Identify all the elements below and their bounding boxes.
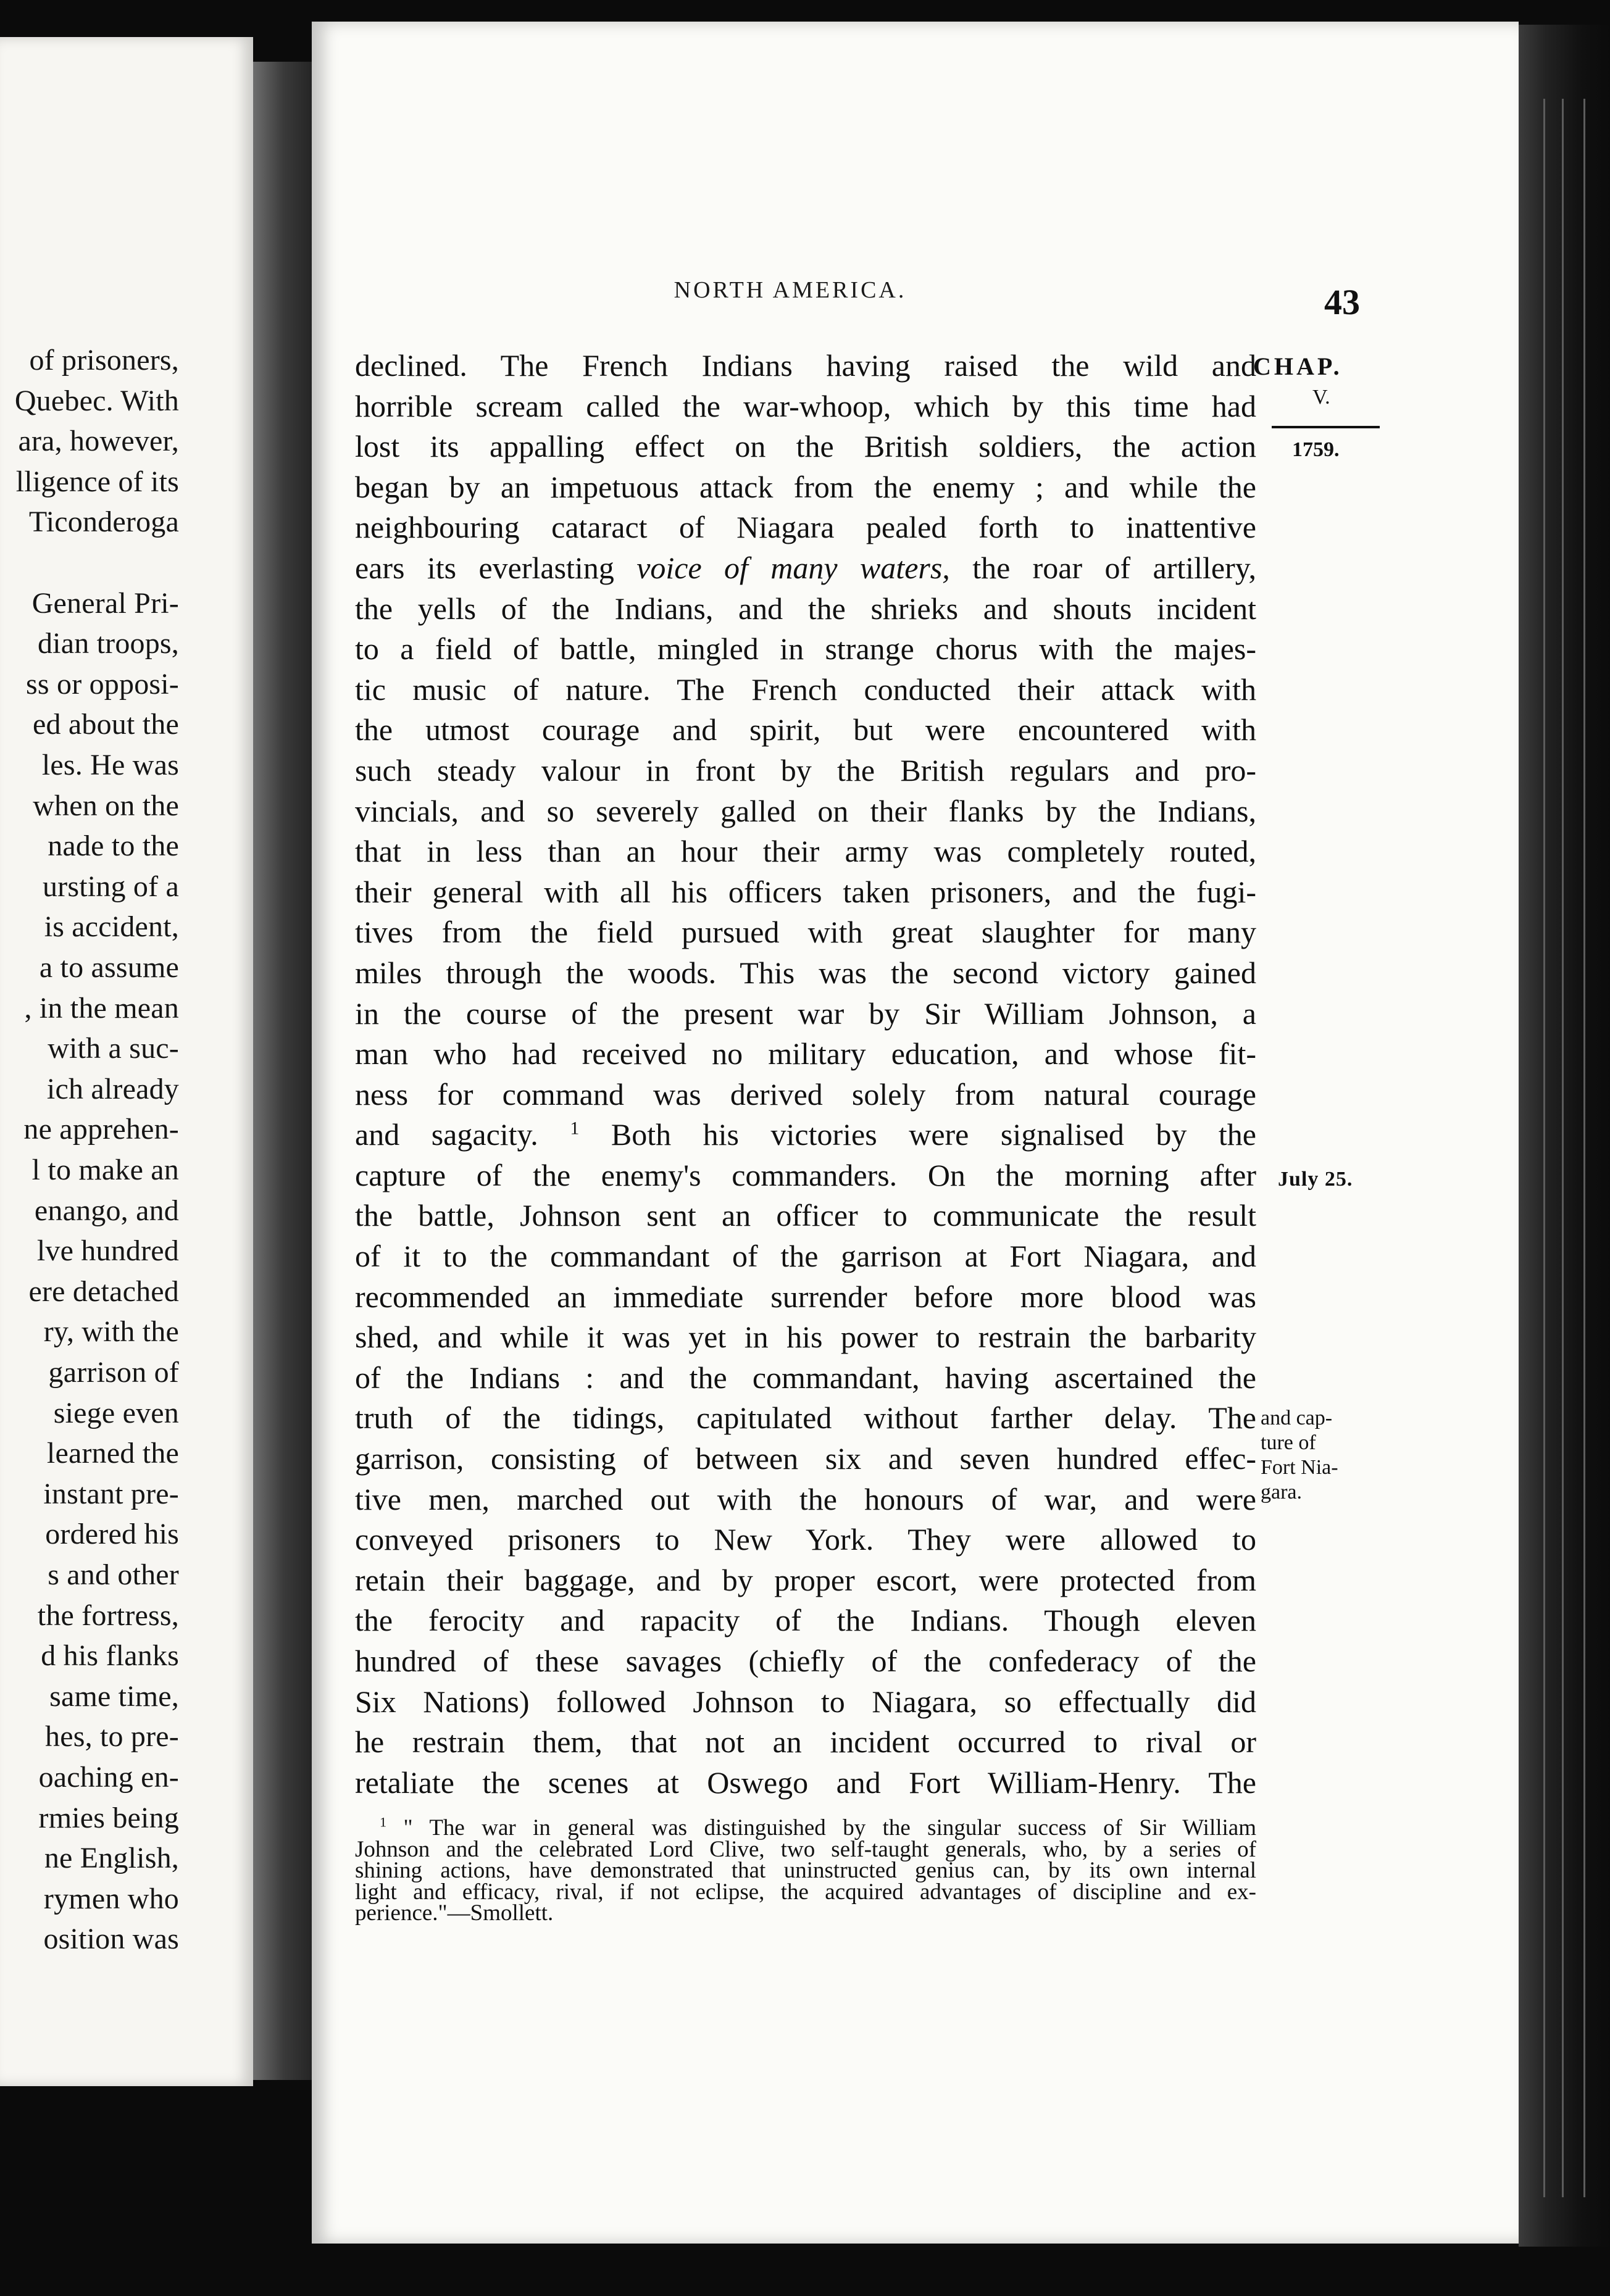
body-line: to a field of battle, mingled in strange chorus with the majes- (355, 631, 1256, 667)
chapter-number: V. (1312, 386, 1330, 409)
previous-page-line: rymen who (43, 1882, 179, 1915)
book-gutter (253, 62, 321, 2080)
body-text (355, 346, 1256, 1803)
body-line: lost its appalling effect on the British soldiers, the action (355, 429, 1256, 464)
body-line: began by an impetuous attack from the enemy ; and while the (355, 469, 1256, 504)
previous-page-line: ry, with the (43, 1315, 179, 1349)
previous-page-line: s and other (48, 1558, 179, 1591)
body-line: ness for command was derived solely from natural courage (355, 1076, 1256, 1112)
body-line: such steady valour in front by the British regulars and pro- (355, 752, 1256, 788)
page-edge-line (1583, 99, 1585, 2197)
body-line: hundred of these savages (chiefly of the confederacy of the (355, 1644, 1256, 1678)
body-line: of the Indians : and the commandant, having ascertained the (355, 1360, 1256, 1395)
body-line: tic music of nature. The French conducted their attack with (355, 672, 1256, 707)
body-line: the ferocity and rapacity of the Indians. Though eleven (355, 1603, 1256, 1638)
chapter-rule (1272, 426, 1380, 428)
body-line: that in less than an hour their army was completely routed, (355, 834, 1256, 869)
body-line: in the course of the present war by Sir William Johnson, a (355, 996, 1256, 1031)
previous-page-line: ne English, (44, 1842, 179, 1875)
previous-page-line: when on the (33, 789, 179, 822)
body-line: vincials, and so severely galled on their flanks by the Indians, (355, 793, 1256, 828)
body-line: declined. The French Indians having raised the wild and (355, 348, 1256, 383)
footnote-text: " The war in general was distinguished by the singular success of Sir William (403, 1815, 1257, 1841)
previous-page-line: d his flanks (41, 1639, 179, 1673)
previous-page-line: General Pri- (31, 586, 179, 620)
body-line: tives from the field pursued with great slaughter for many (355, 915, 1256, 950)
previous-page-line: nade to the (48, 830, 179, 863)
previous-page-line: ara, however, (18, 425, 179, 458)
body-line: garrison, consisting of between six and seven hundred effec- (355, 1441, 1256, 1476)
body-line: man who had received no military education, and whose fit- (355, 1036, 1256, 1071)
side-note-line: Fort Nia- (1261, 1456, 1338, 1479)
previous-page-line: ss or opposi- (26, 667, 179, 701)
italic-quote: voice of many waters, (636, 550, 950, 585)
body-line: recommended an immediate surrender before more blood was (355, 1279, 1256, 1314)
body-line: horrible scream called the war-whoop, which by this time had (355, 388, 1256, 423)
footnote-line: perience."—Smollett. (355, 1900, 554, 1926)
previous-page-line: garrison of (48, 1356, 179, 1389)
footnote-line: Johnson and the celebrated Lord Clive, two self-taught generals, who, by a series of (355, 1836, 1256, 1862)
running-head: NORTH AMERICA. (674, 277, 907, 303)
page-number: 43 (1324, 282, 1360, 322)
previous-page-line: oaching en- (38, 1761, 179, 1794)
body-line: miles through the woods. This was the second victory gained (355, 955, 1256, 990)
footnote-line (355, 1814, 1257, 1841)
previous-page-line: ne apprehen- (23, 1113, 179, 1146)
previous-page-line: ere detached (28, 1275, 179, 1308)
previous-page-line: ursting of a (42, 870, 179, 903)
side-margin-note (1261, 1406, 1384, 1505)
previous-page-line: l to make an (31, 1154, 179, 1186)
previous-page-line: same time, (49, 1679, 179, 1713)
side-note-line: and cap- (1261, 1407, 1333, 1429)
footnote-reference: 1 (570, 1118, 580, 1139)
previous-page-line: les. He was (41, 749, 179, 781)
body-line: of it to the commandant of the garrison at Fort Niagara, and (355, 1239, 1256, 1274)
body-line: the yells of the Indians, and the shrieks and shouts incident (355, 591, 1256, 626)
body-line: retain their baggage, and by proper escort, were protected from (355, 1562, 1256, 1597)
body-line: truth of the tidings, capitulated without farther delay. The (355, 1400, 1256, 1436)
previous-page-line: enango, and (34, 1194, 179, 1227)
body-line-end: Both his victories were signalised by the (611, 1117, 1256, 1152)
body-line: capture of the enemy's commanders. On the morning after (355, 1157, 1256, 1192)
body-line: conveyed prisoners to New York. They were allowed to (355, 1522, 1256, 1557)
body-line: Six Nations) followed Johnson to Niagara, so effectually did (355, 1684, 1256, 1719)
body-line (355, 548, 1256, 589)
previous-page-line: dian troops, (37, 627, 179, 660)
page-edge-line (1562, 99, 1564, 2197)
previous-page-line: of prisoners, (29, 344, 179, 376)
previous-page-line: ordered his (45, 1518, 179, 1551)
previous-page-line: lve hundred (36, 1234, 179, 1268)
previous-page-line: the fortress, (37, 1599, 179, 1632)
previous-page-line: instant pre- (43, 1477, 179, 1510)
footnote-line: light and efficacy, rival, if not eclipse, the acquired advantages of discipline and ex- (355, 1879, 1256, 1905)
page-edge-line (1543, 99, 1545, 2197)
body-line: he restrain them, that not an incident occurred to rival or (355, 1724, 1256, 1760)
previous-page-line: Ticonderoga (28, 505, 179, 539)
body-line: shed, and while it was yet in his power to restrain the barbarity (355, 1320, 1256, 1355)
body-line: retaliate the scenes at Oswego and Fort William-Henry. The (355, 1765, 1256, 1800)
page-edge-stack (1519, 25, 1610, 2247)
body-line-end: the roar of artillery, (972, 550, 1257, 585)
chapter-label: CHAP. (1253, 352, 1343, 380)
previous-page-line: lligence of its (15, 465, 179, 498)
body-line: the utmost courage and spirit, but were encountered with (355, 712, 1256, 747)
previous-page-line: ed about the (33, 708, 179, 741)
previous-page-line: ich already (46, 1072, 179, 1105)
body-line: their general with all his officers taken prisoners, and the fugi- (355, 874, 1256, 909)
side-note-line: ture of (1261, 1431, 1316, 1454)
footnote (355, 1814, 1257, 1926)
previous-page-line: hes, to pre- (45, 1720, 179, 1753)
previous-page-line: osition was (43, 1923, 179, 1956)
footnote-line: shining actions, have demonstrated that uninstructed genius can, by its own internal (355, 1858, 1256, 1883)
previous-page-line: is accident, (44, 910, 179, 944)
body-line: the battle, Johnson sent an officer to communicate the result (355, 1198, 1256, 1233)
previous-page-line: siege even (53, 1396, 179, 1429)
date-margin-note: July 25. (1278, 1168, 1353, 1191)
previous-page-line: rmies being (38, 1801, 179, 1834)
previous-page-line: , in the mean (24, 991, 179, 1025)
body-line: neighbouring cataract of Niagara pealed forth to inattentive (355, 510, 1256, 545)
body-line: tive men, marched out with the honours of war, and were (355, 1481, 1256, 1516)
body-line-start: and sagacity. (355, 1117, 538, 1152)
body-line-start: ears its everlasting (355, 550, 614, 585)
previous-page-line: Quebec. With (14, 384, 179, 417)
year-margin-note: 1759. (1292, 438, 1340, 461)
side-note-line: gara. (1261, 1481, 1303, 1504)
previous-page-line: learned the (46, 1437, 179, 1470)
previous-page-line: a to assume (39, 951, 179, 984)
body-line (355, 1115, 1256, 1155)
footnote-marker: 1 (380, 1814, 387, 1830)
previous-page-line: with a suc- (48, 1032, 179, 1065)
